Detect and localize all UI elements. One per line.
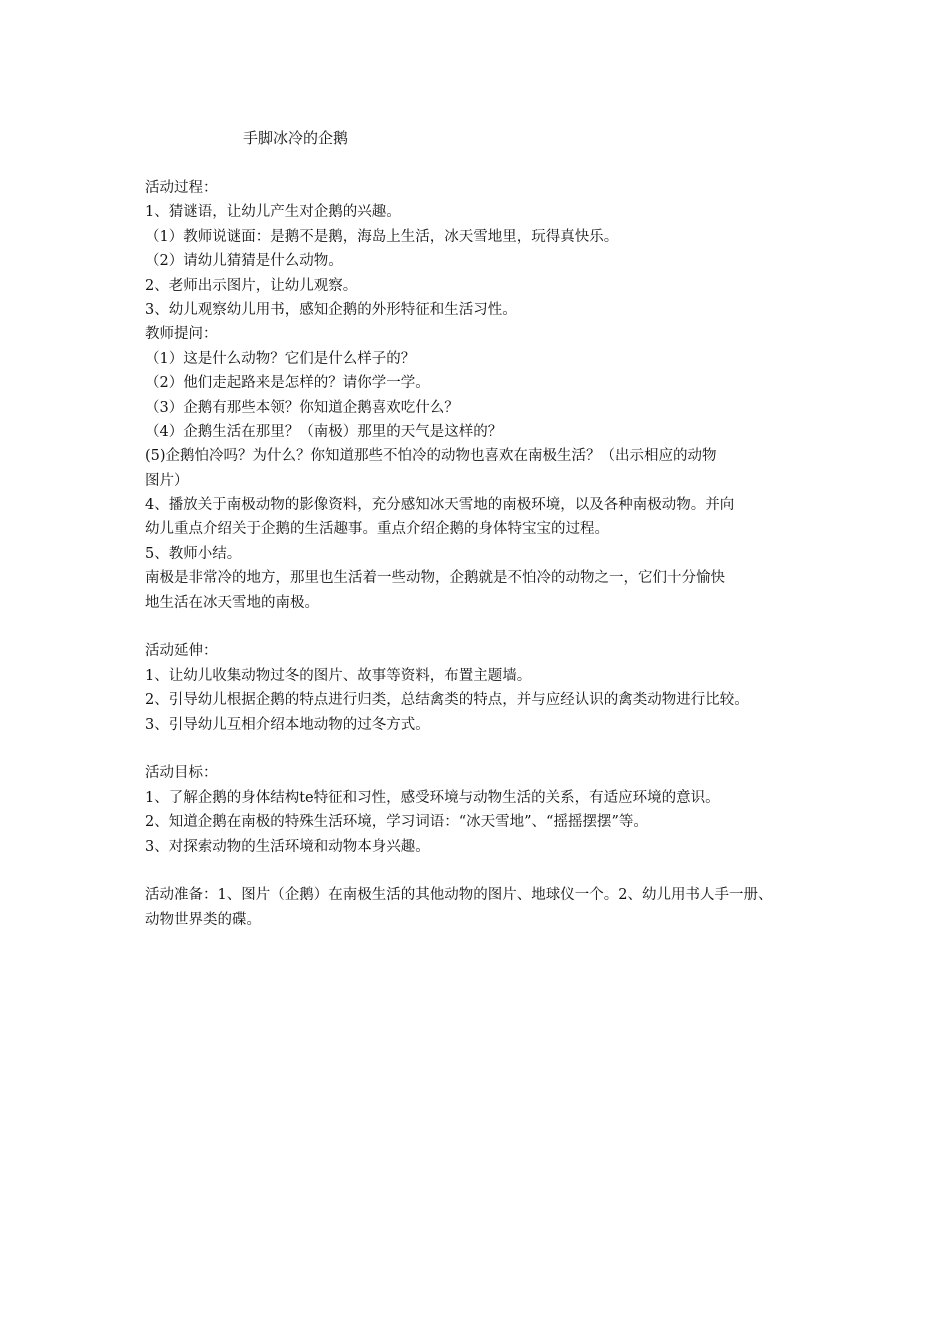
text-line: 1、让幼儿收集动物过冬的图片、故事等资料，布置主题墙。 xyxy=(145,667,532,684)
text-line: 4、播放关于南极动物的影像资料，充分感知冰天雪地的南极环境，以及各种南极动物。并向 xyxy=(145,497,735,514)
text-line: 3、幼儿观察幼儿用书，感知企鹅的外形特征和生活习性。 xyxy=(145,301,517,318)
text-line: 教师提问： xyxy=(145,326,218,343)
section-process xyxy=(145,176,825,615)
document-title: 手脚冰冷的企鹅 xyxy=(243,129,349,147)
section-goals xyxy=(145,761,825,859)
text-line: (5)企鹅怕冷吗？为什么？你知道那些不怕冷的动物也喜欢在南极生活？（出示相应的动物 xyxy=(145,448,717,465)
text-line: 2、知道企鹅在南极的特殊生活环境，学习词语：“冰天雪地”、“摇摇摆摆”等。 xyxy=(145,814,648,831)
spacer xyxy=(145,859,825,883)
text-line: （3）企鹅有那些本领？你知道企鹅喜欢吃什么？ xyxy=(145,399,459,416)
text-line: 图片） xyxy=(145,472,189,489)
spacer xyxy=(145,615,825,639)
text-line: 1、了解企鹅的身体结构te特征和习性，感受环境与动物生活的关系，有适应环境的意识。 xyxy=(145,789,720,806)
text-line: 5、教师小结。 xyxy=(145,545,242,562)
section-heading-goals: 活动目标： xyxy=(145,765,218,782)
text-line: （4）企鹅生活在那里？（南极）那里的天气是这样的？ xyxy=(145,423,503,440)
text-line: 活动准备：1、图片（企鹅）在南极生活的其他动物的图片、地球仪一个。2、幼儿用书人手一册、 xyxy=(145,887,773,904)
section-extension xyxy=(145,639,825,737)
text-line: （1）教师说谜面：是鹅不是鹅，海岛上生活，冰天雪地里，玩得真快乐。 xyxy=(145,228,619,245)
section-preparation xyxy=(145,883,825,932)
text-line: 2、老师出示图片，让幼儿观察。 xyxy=(145,277,358,294)
text-line: （1）这是什么动物？它们是什么样子的？ xyxy=(145,350,416,367)
document-body xyxy=(145,176,825,932)
section-heading-process: 活动过程： xyxy=(145,180,218,196)
text-line: 1、猜谜语，让幼儿产生对企鹅的兴趣。 xyxy=(145,204,401,221)
text-line: 3、引导幼儿互相介绍本地动物的过冬方式。 xyxy=(145,716,430,733)
section-heading-extension: 活动延伸： xyxy=(145,643,218,660)
text-line: （2）他们走起路来是怎样的？请你学一学。 xyxy=(145,375,430,392)
text-line: （2）请幼儿猜猜是什么动物。 xyxy=(145,253,343,270)
text-line: 3、对探索动物的生活环境和动物本身兴趣。 xyxy=(145,838,430,855)
text-line: 幼儿重点介绍关于企鹅的生活趣事。重点介绍企鹅的身体特宝宝的过程。 xyxy=(145,521,609,538)
text-line: 地生活在冰天雪地的南极。 xyxy=(145,594,319,611)
spacer xyxy=(145,737,825,761)
text-line: 2、引导幼儿根据企鹅的特点进行归类，总结禽类的特点，并与应经认识的禽类动物进行比较。 xyxy=(145,692,749,709)
text-line: 南极是非常冷的地方，那里也生活着一些动物，企鹅就是不怕冷的动物之一，它们十分愉快 xyxy=(145,570,725,587)
text-line: 动物世界类的碟。 xyxy=(145,911,261,928)
